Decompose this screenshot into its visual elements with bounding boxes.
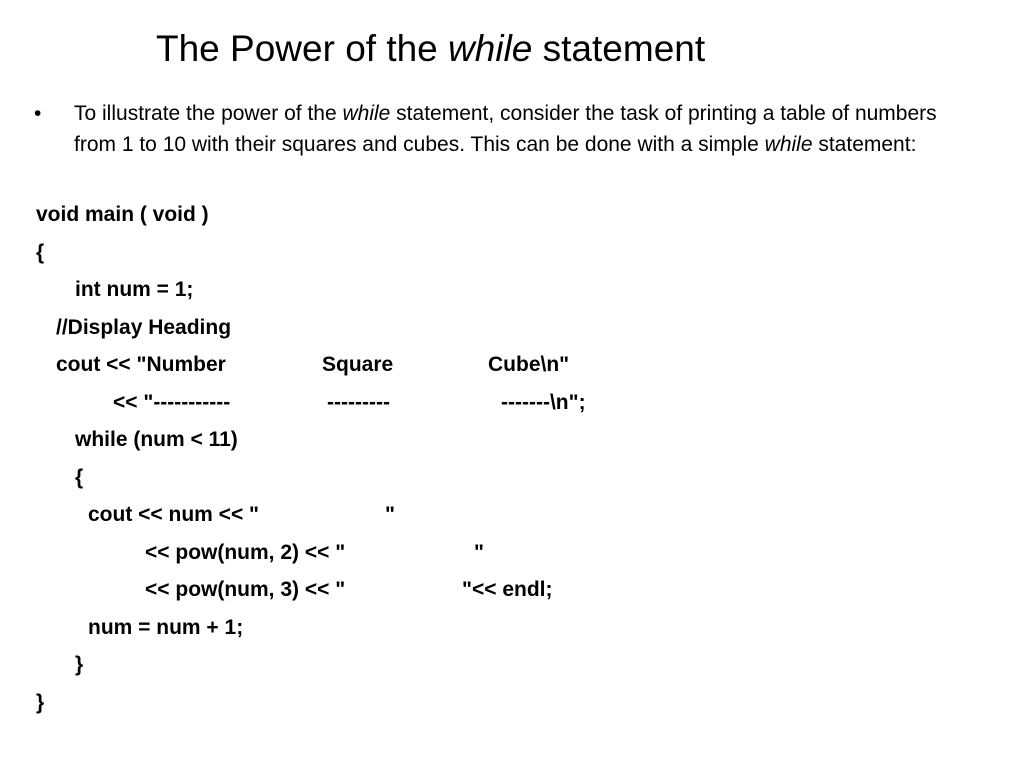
bullet-text-part3: statement: bbox=[812, 133, 917, 156]
title-text-after: statement bbox=[532, 28, 706, 69]
code-line-13: } bbox=[75, 653, 84, 676]
bullet-text-part1: To illustrate the power of the bbox=[74, 102, 343, 125]
code-line-5 bbox=[0, 352, 1024, 378]
code-line-11-seg-a: << pow(num, 3) << " bbox=[145, 578, 346, 601]
bullet-keyword-while-1: while bbox=[342, 102, 391, 125]
code-line-9 bbox=[0, 502, 1024, 528]
bullet-keyword-while-2: while bbox=[764, 133, 813, 156]
code-line-11 bbox=[0, 577, 1024, 603]
bullet-paragraph bbox=[30, 98, 960, 160]
code-line-9-seg-a: cout << num << " bbox=[88, 503, 260, 526]
code-line-8: { bbox=[75, 466, 84, 489]
bullet-text bbox=[74, 98, 954, 160]
code-line-10-seg-b: " bbox=[474, 541, 484, 564]
slide-title bbox=[156, 28, 705, 70]
bullet-dot-icon: • bbox=[34, 102, 42, 125]
code-line-5-seg-c: Cube\n" bbox=[488, 353, 570, 376]
code-line-5-seg-a: cout << "Number bbox=[56, 353, 226, 376]
code-line-3: int num = 1; bbox=[75, 278, 194, 301]
code-line-2: { bbox=[36, 241, 45, 264]
title-text-before: The Power of the bbox=[156, 28, 449, 69]
code-line-6 bbox=[0, 390, 1024, 416]
code-line-7: while (num < 11) bbox=[75, 428, 238, 451]
code-line-1: void main ( void ) bbox=[36, 203, 209, 226]
code-line-4: //Display Heading bbox=[56, 316, 232, 339]
title-keyword-while: while bbox=[448, 28, 533, 69]
code-line-6-seg-a: << "----------- bbox=[113, 391, 231, 414]
code-line-12: num = num + 1; bbox=[88, 616, 244, 639]
code-line-10 bbox=[0, 540, 1024, 566]
code-line-10-seg-a: << pow(num, 2) << " bbox=[145, 541, 346, 564]
bullet-text-part2: statement, consider the task of printing a table of numbers from 1 to 10 with their squares and cubes. This can be done with a simple bbox=[74, 102, 937, 156]
code-line-5-seg-b: Square bbox=[322, 353, 394, 376]
code-line-6-seg-c: -------\n"; bbox=[501, 391, 586, 414]
code-line-6-seg-b: --------- bbox=[327, 391, 390, 414]
code-line-14: } bbox=[36, 691, 45, 714]
code-line-9-seg-b: " bbox=[385, 503, 395, 526]
code-line-11-seg-b: "<< endl; bbox=[462, 578, 553, 601]
